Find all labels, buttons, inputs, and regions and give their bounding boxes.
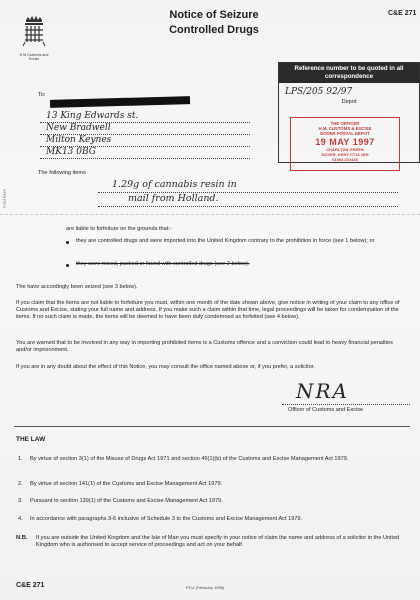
items-label: The following items — [38, 170, 86, 176]
form-number: C&E 271 — [388, 10, 417, 17]
to-label: To: — [38, 92, 46, 98]
title-line-2: Controlled Drugs — [169, 24, 259, 36]
law-1-text: By virtue of section 3(1) of the Misuse of Drugs Act 1971 and section 49(1)(b) of the Customs and Excise Management Act 1979. — [30, 456, 349, 462]
stamp-line-2: H.M. CUSTOMS & EXCISE — [318, 126, 372, 131]
officer-label: Officer of Customs and Excise — [288, 407, 364, 413]
address-line-1: 13 King Edwards st. — [46, 111, 139, 121]
notice-title — [124, 8, 304, 38]
reference-number: LPS/205 92/97 — [285, 87, 353, 97]
redacted-name — [50, 96, 190, 108]
bullet-2 — [66, 264, 69, 267]
stamp-line-1: THE OFFICER — [330, 121, 360, 126]
signature-rule — [282, 404, 410, 405]
law-3-number: 3. — [18, 498, 23, 504]
stamp-line-3: DOVER POSTAL DEPOT — [320, 131, 370, 136]
reference-header: Reference number to be quoted in all correspondence — [279, 63, 419, 83]
title-line-1: Notice of Seizure — [169, 9, 259, 21]
address-rule-1 — [40, 122, 250, 123]
nb-label: N.B. — [16, 535, 28, 541]
stamp-line-6: 01304 224428 — [332, 156, 358, 162]
stamp-line-4: CHARLTON GREEN — [326, 147, 364, 152]
fold-line — [0, 214, 420, 215]
address-rule-3 — [40, 146, 250, 147]
items-line-2: mail from Holland. — [128, 193, 219, 204]
law-3-text: Pursuant to section 139(1) of the Customs and Excise Management Act 1979. — [30, 498, 223, 504]
law-2-text: By virtue of section 141(1) of the Customs and Excise Management Act 1979. — [30, 481, 223, 487]
customs-date-stamp — [290, 117, 400, 171]
address-line-2: New Bradwell — [46, 123, 111, 133]
footer-print-code: PCU (February 1995) — [186, 585, 225, 590]
bullet-1 — [66, 241, 69, 244]
stamp-line-5: DOVER, KENT CT16 1EH — [321, 151, 369, 157]
law-4-text: In accordance with paragraphs 3-6 inclusive of Schedule 3 to the Customs and Excise Management Act 1979. — [30, 516, 303, 522]
law-divider — [14, 426, 410, 427]
fold-label: Fold here — [2, 188, 7, 208]
items-rule-2 — [98, 206, 398, 207]
nb-text: If you are outside the United Kingdom and the Isle of Man you must specify in your notice of claim the name and address of a solicitor in the United Kingdom who is authorised to accept service of proceedings and act on your behalf. — [36, 535, 400, 549]
warning-paragraph: You are warned that to be involved in any way in importing prohibited items is a Customs offence and a conviction could lead to heavy financial penalties and/or imprisonment. — [16, 340, 393, 354]
address-line-4: MK13 0BG — [46, 147, 96, 157]
portcullis-crest-icon — [14, 14, 54, 48]
items-line-1: 1.29g of cannabis resin in — [112, 179, 237, 190]
crest-logo — [14, 14, 54, 61]
law-heading: THE LAW — [16, 436, 46, 443]
depot-label: Depot — [341, 99, 357, 105]
officer-signature: NRA — [296, 379, 350, 403]
stamp-date: 19 MAY 1997 — [315, 137, 375, 147]
grounds-intro: are liable to forfeiture on the grounds that:- — [66, 226, 172, 232]
address-line-3: Milton Keynes — [46, 135, 112, 145]
doubt-paragraph: If you are in any doubt about the effect of this Notice, you may consult the office named above or, if you prefer, a solicitor. — [16, 364, 315, 370]
items-rule-1 — [98, 192, 398, 193]
footer-form-number: C&E 271 — [16, 582, 45, 589]
law-2-number: 2. — [18, 481, 23, 487]
crest-caption: H M Customs and Excise — [19, 53, 49, 61]
law-1-number: 1. — [18, 456, 23, 462]
address-rule-4 — [40, 158, 250, 159]
claim-paragraph: If you claim that the items are not liable to forfeiture you must, within one month of the date shown above, give notice in writing of your claim to any office of Customs and Excise, stating your full name and address. If you make such a claim within that time, legal proceedings will be taken for condemnation of the items. If no such claim is made, the items will be deemed to have been duly condemned as forfeited (see 4 below). — [16, 300, 400, 321]
seized-text: The have accordingly been seized (see 3 below). — [16, 284, 138, 290]
address-rule-2 — [40, 134, 250, 135]
ground-2: they were mixed, packed or found with controlled drugs (see 2 below). — [76, 261, 250, 267]
law-4-number: 4. — [18, 516, 23, 522]
ground-1: they are controlled drugs and were imported into the United Kingdom contrary to the prohibition in force (see 1 below); or — [76, 238, 375, 244]
